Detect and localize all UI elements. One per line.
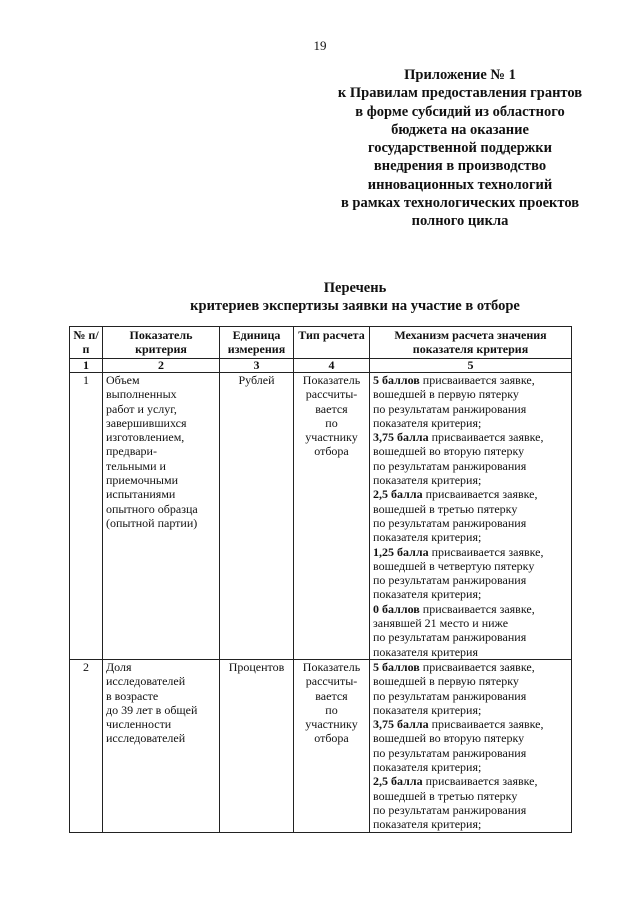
mechanism-line [373,530,568,544]
column-number: 4 [294,359,370,373]
appendix-line: в форме субсидий из областного [355,103,565,120]
indicator-cell [103,659,220,832]
mechanism-line [373,473,568,487]
mechanism-line [373,573,568,587]
mechanism-line [373,674,568,688]
calc-type-line: Показатель [302,659,361,674]
indicator-line: до 39 лет в общей [106,702,198,717]
calc-type-cell [294,659,370,832]
header-indicator: Показатель критерия [103,327,220,359]
appendix-line: государственной поддержки [367,140,553,157]
document-title [140,279,570,315]
unit-cell: Процентов [220,659,294,832]
mechanism-line [373,416,568,430]
column-number: 5 [370,359,572,373]
mechanism-line [373,616,568,630]
unit-cell: Рублей [220,373,294,660]
mechanism-line [373,630,568,644]
indicator-line: Объем [106,373,140,387]
mechanism-text: присваивается заявке, [422,487,538,502]
mechanism-text: вошедшей в третью пятерку [373,788,518,803]
mechanism-line [373,789,568,803]
mechanism-line [373,459,568,473]
mechanism-text: по результатам ранжирования [373,515,527,530]
mechanism-line [373,645,568,659]
mechanism-cell [370,373,572,660]
mechanism-line [373,516,568,530]
mechanism-text: показателя критерия; [373,415,482,430]
calc-type-line: по [325,415,338,430]
score-value: 5 баллов [373,659,420,674]
indicator-line: работ и услуг, [106,401,177,416]
mechanism-line [373,746,568,760]
score-value: 2,5 балла [373,487,423,502]
title-line-1: Перечень [323,280,387,296]
indicator-line: исследователей [106,674,186,689]
mechanism-text: вошедшей в четвертую пятерку [373,558,535,573]
mechanism-line [373,689,568,703]
calc-type-line: вается [315,688,348,703]
mechanism-line [373,444,568,458]
mechanism-text: показателя критерия; [373,817,482,832]
mechanism-text: по результатам ранжирования [373,688,527,703]
score-value: 0 баллов [373,601,420,616]
mechanism-line [373,602,568,616]
mechanism-text: вошедшей во вторую пятерку [373,731,525,746]
score-value: 2,5 балла [373,774,423,789]
calc-type-line: вается [315,401,348,416]
mechanism-text: присваивается заявке, [428,717,544,732]
header-mechanism: Механизм расчета значения показателя критерия [370,327,572,359]
indicator-line: испытаниями [106,487,176,502]
indicator-line: изготовлением, [106,430,185,445]
mechanism-text: по результатам ранжирования [373,802,527,817]
mechanism-text: показателя критерия [373,644,478,659]
appendix-line: к Правилам предоставления грантов [337,85,583,102]
mechanism-line [373,774,568,788]
title-line-2: критериев экспертизы заявки на участие в отборе [190,298,520,314]
score-value: 3,75 балла [373,717,429,732]
mechanism-cell [370,659,572,832]
table-row [70,659,572,832]
mechanism-text: по результатам ранжирования [373,630,527,645]
page-number: 19 [313,38,327,53]
mechanism-text: присваивается заявке, [419,373,535,387]
mechanism-text: присваивается заявке, [428,544,544,559]
score-value: 3,75 балла [373,430,429,445]
mechanism-line [373,717,568,731]
calc-type-line: рассчиты- [305,674,358,689]
calc-type-line: по [325,702,338,717]
indicator-line: предвари- [106,444,157,459]
criteria-table [69,326,572,833]
header-number: № п/п [70,327,103,359]
mechanism-line [373,760,568,774]
mechanism-text: вошедшей в первую пятерку [373,387,519,402]
mechanism-text: по результатам ранжирования [373,401,527,416]
indicator-line: численности [106,717,172,732]
mechanism-text: вошедшей во вторую пятерку [373,444,525,459]
indicator-line: выполненных [106,387,177,402]
mechanism-line [373,402,568,416]
appendix-line: в рамках технологических проектов [340,195,580,212]
table-header-row [70,327,572,359]
appendix-line: Приложение № 1 [404,67,516,83]
indicator-line: исследователей [106,731,186,746]
indicator-line: Доля [106,659,132,674]
indicator-line: приемочными [106,473,178,488]
mechanism-line [373,817,568,831]
calc-type-line: участнику [305,430,358,445]
indicator-line: завершившихся [106,415,187,430]
indicator-line: в возрасте [106,688,159,703]
mechanism-text: присваивается заявке, [419,659,535,674]
appendix-heading [330,66,590,231]
appendix-line: инновационных технологий [367,176,553,193]
appendix-line: полного цикла [411,213,509,230]
column-number: 1 [70,359,103,373]
calc-type-line: Показатель [302,373,361,387]
mechanism-line [373,430,568,444]
calc-type-line: участнику [305,717,358,732]
calc-type-line: рассчиты- [305,387,358,402]
mechanism-text: занявшей 21 место и ниже [373,616,509,631]
indicator-line: тельными и [106,458,166,473]
mechanism-text: показателя критерия; [373,473,482,488]
indicator-cell [103,373,220,660]
row-number: 2 [70,659,103,832]
calc-type-line: отбора [314,731,349,746]
mechanism-line [373,545,568,559]
mechanism-line [373,487,568,501]
mechanism-text: по результатам ранжирования [373,745,527,760]
mechanism-line [373,502,568,516]
header-unit: Единица измерения [220,327,294,359]
mechanism-line [373,587,568,601]
mechanism-text: присваивается заявке, [422,774,538,789]
indicator-line: (опытной партии) [106,515,198,530]
calc-type-cell [294,373,370,660]
score-value: 5 баллов [373,373,420,387]
mechanism-line [373,660,568,674]
mechanism-text: по результатам ранжирования [373,573,527,588]
mechanism-text: показателя критерия; [373,530,482,545]
header-calc-type: Тип расчета [294,327,370,359]
mechanism-line [373,373,568,387]
mechanism-text: показателя критерия; [373,587,482,602]
mechanism-text: вошедшей в третью пятерку [373,501,518,516]
mechanism-line [373,731,568,745]
mechanism-text: присваивается заявке, [428,430,544,445]
mechanism-text: по результатам ранжирования [373,458,527,473]
column-number: 3 [220,359,294,373]
table-row [70,373,572,660]
score-value: 1,25 балла [373,544,429,559]
indicator-line: опытного образца [106,501,198,516]
mechanism-line [373,803,568,817]
mechanism-line [373,559,568,573]
appendix-line: внедрения в производство [373,158,547,175]
mechanism-text: показателя критерия; [373,760,482,775]
mechanism-text: вошедшей в первую пятерку [373,674,519,689]
row-number: 1 [70,373,103,660]
mechanism-text: показателя критерия; [373,702,482,717]
calc-type-line: отбора [314,444,349,459]
mechanism-line [373,387,568,401]
appendix-line: бюджета на оказание [391,121,529,138]
table-body [70,373,572,833]
mechanism-line [373,703,568,717]
column-number-row [70,359,572,373]
mechanism-text: присваивается заявке, [419,601,535,616]
column-number: 2 [103,359,220,373]
